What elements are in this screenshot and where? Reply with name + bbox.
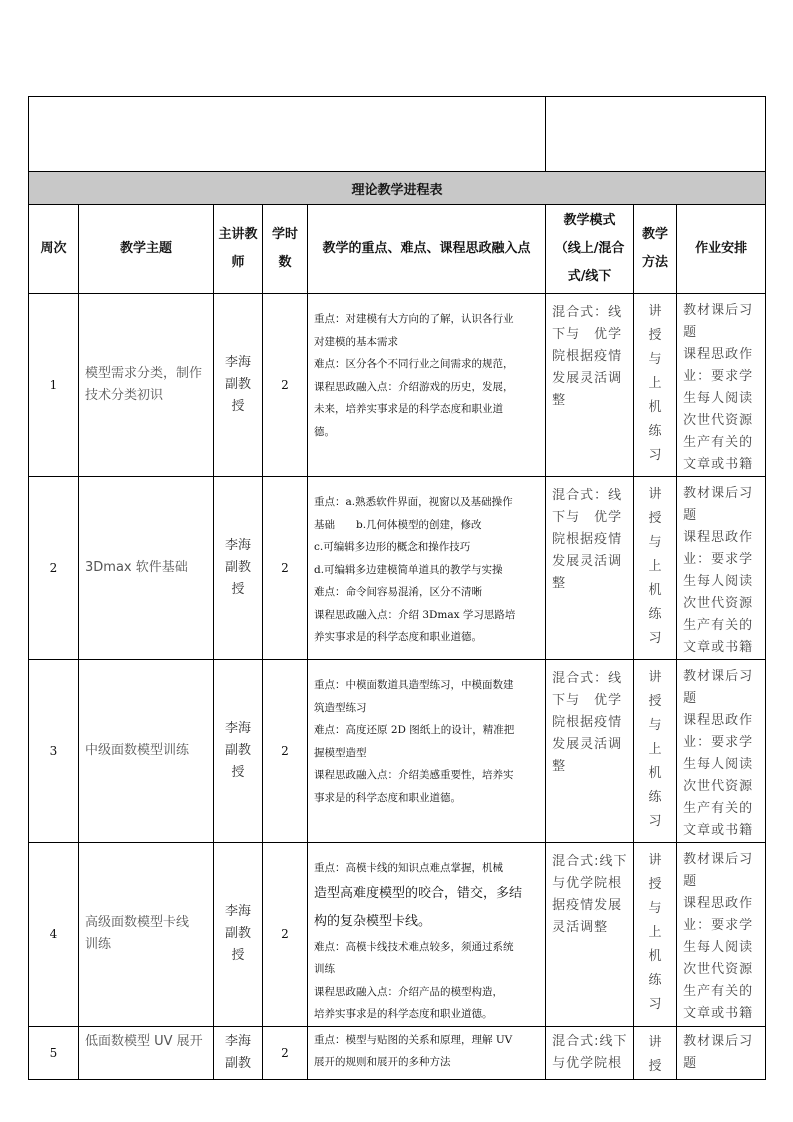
teacher-cell-line: 授 xyxy=(231,765,245,780)
table-title: 理论教学进程表 xyxy=(29,172,766,205)
content-cell-line: 造型高难度模型的咬合，错交，多结 xyxy=(314,885,523,901)
homework-cell-line: 文章或书籍 xyxy=(683,1006,754,1021)
homework-cell-line: 题 xyxy=(683,1055,698,1071)
teacher-cell xyxy=(214,477,263,660)
teacher-cell-line: 副教 xyxy=(224,1055,251,1071)
hours-cell: 2 xyxy=(263,843,308,1027)
content-cell-line: 课程思政融入点：介绍美感重要性，培养实 xyxy=(314,769,514,781)
method-cell-line: 习 xyxy=(648,814,662,829)
method-cell-line: 授 xyxy=(648,694,662,709)
method-cell-line: 上 xyxy=(648,925,662,940)
content-cell-line: 重点：中模面数道具造型练习，中模面数建 xyxy=(314,679,514,691)
topic-cell xyxy=(79,843,214,1027)
homework-cell-line: 教材课后习 xyxy=(683,852,754,867)
teacher-cell-line: 授 xyxy=(231,948,245,964)
homework-cell-line: 题 xyxy=(683,508,698,523)
week-cell: 4 xyxy=(29,843,79,1027)
blank-cell xyxy=(546,97,766,172)
method-cell-line: 授 xyxy=(648,328,662,343)
homework-cell-line: 课程思政作 xyxy=(683,347,754,362)
content-cell-line: 重点：高模卡线的知识点难点掌握，机械 xyxy=(314,862,503,874)
mode-cell-line: 据疫情发展 xyxy=(552,898,623,913)
week-cell: 5 xyxy=(29,1026,79,1079)
method-cell-line: 讲 xyxy=(648,853,662,868)
topic-cell-line: 技术分类初识 xyxy=(85,388,164,403)
content-cell-line: 养实事求是的科学态度和职业道德。 xyxy=(314,631,482,643)
mode-cell-line: 院根据疫情 xyxy=(552,532,623,547)
topic-cell xyxy=(79,294,214,477)
mode-cell-line: 发展灵活调 xyxy=(552,371,623,386)
homework-cell-line: 课程思政作 xyxy=(683,530,754,545)
header-teacher xyxy=(214,205,263,294)
mode-cell-line: 与优学院根 xyxy=(552,876,623,891)
mode-cell-line: 与优学院根 xyxy=(552,1055,623,1071)
mode-cell-line: 混合式:线下 xyxy=(552,1033,628,1049)
method-cell-line: 练 xyxy=(648,790,662,805)
mode-cell-line: 整 xyxy=(552,576,567,591)
header-line: 数 xyxy=(278,255,292,270)
homework-cell-line: 教材课后习 xyxy=(683,486,754,501)
homework-cell-line: 次世代资源 xyxy=(683,413,754,428)
topic-cell-line: 模型需求分类，制作 xyxy=(85,366,203,381)
content-cell-line: 难点：区分各个不同行业之间需求的规范， xyxy=(314,358,514,370)
content-cell xyxy=(308,294,546,477)
content-cell-line: 课程思政融入点：介绍游戏的历史，发展， xyxy=(314,380,514,393)
homework-cell-line: 生每人阅读 xyxy=(683,757,754,772)
teacher-cell-line: 副教 xyxy=(224,743,251,758)
method-cell xyxy=(634,660,677,843)
method-cell-line: 与 xyxy=(648,535,662,550)
teacher-cell-line: 李海 xyxy=(224,904,251,920)
mode-cell-line: 灵活调整 xyxy=(552,920,609,935)
mode-cell xyxy=(546,294,634,477)
method-cell-line: 讲 xyxy=(648,304,662,319)
homework-cell-line: 文章或书籍 xyxy=(683,640,754,655)
method-cell-line: 练 xyxy=(648,973,662,988)
method-cell-line: 与 xyxy=(648,352,662,367)
hours-cell: 2 xyxy=(263,477,308,660)
homework-cell-line: 生产有关的 xyxy=(683,618,754,633)
hours-cell: 2 xyxy=(263,660,308,843)
teacher-cell-line: 李海 xyxy=(224,355,251,370)
table-row xyxy=(29,843,766,1027)
method-cell-line: 上 xyxy=(648,742,662,757)
homework-cell-line: 业：要求学 xyxy=(683,369,754,384)
content-cell xyxy=(308,477,546,660)
topic-cell xyxy=(79,660,214,843)
mode-cell-line: 院根据疫情 xyxy=(552,715,623,730)
content-cell-line: 未来，培养实事求是的科学态度和职业道 xyxy=(314,403,503,415)
homework-cell-line: 文章或书籍 xyxy=(683,457,754,472)
teacher-cell-line: 李海 xyxy=(224,1033,251,1049)
mode-cell-line: 混合式：线 xyxy=(552,488,623,503)
topic-cell-line: 高级面数模型卡线 xyxy=(85,915,190,931)
homework-cell-line: 文章或书籍 xyxy=(683,823,754,838)
method-cell-line: 练 xyxy=(648,607,662,622)
topic-cell-line: 低面数模型 UV 展开 xyxy=(85,1033,203,1049)
method-cell-line: 习 xyxy=(648,448,662,463)
method-cell-line: 讲 xyxy=(648,670,662,685)
content-cell-line: d.可编辑多边建模简单道具的教学与实操 xyxy=(314,563,503,576)
homework-cell-line: 教材课后习 xyxy=(683,669,754,684)
mode-cell-line: 混合式：线 xyxy=(552,305,623,320)
content-cell-line: 德。 xyxy=(314,425,335,438)
homework-cell-line: 题 xyxy=(683,325,698,340)
homework-cell-line: 生产有关的 xyxy=(683,801,754,816)
header-row xyxy=(29,205,766,294)
teacher-cell-line: 李海 xyxy=(224,538,251,553)
homework-cell-line: 生产有关的 xyxy=(683,435,754,450)
method-cell xyxy=(634,477,677,660)
method-cell-line: 与 xyxy=(648,718,662,733)
homework-cell-line: 次世代资源 xyxy=(683,596,754,611)
homework-cell-line: 业：要求学 xyxy=(683,735,754,750)
mode-cell xyxy=(546,843,634,1027)
content-cell-line: 课程思政融入点：介绍 3Dmax 学习思路培 xyxy=(314,608,516,621)
content-cell-line: 事求是的科学态度和职业道德。 xyxy=(314,791,461,804)
header-content: 教学的重点、难点、课程思政融入点 xyxy=(308,205,546,294)
blank-row xyxy=(29,97,766,172)
method-cell-line: 机 xyxy=(648,766,662,781)
table-row xyxy=(29,1026,766,1079)
mode-cell-line: 整 xyxy=(552,393,567,408)
content-cell-line: 基础 b.几何体模型的创建，修改 xyxy=(314,518,482,531)
teacher-cell xyxy=(214,294,263,477)
week-cell: 2 xyxy=(29,477,79,660)
teacher-cell xyxy=(214,1026,263,1079)
homework-cell xyxy=(677,1026,766,1079)
header-line: 式/线下 xyxy=(567,269,612,284)
homework-cell-line: 题 xyxy=(683,874,698,889)
method-cell-line: 习 xyxy=(648,631,662,646)
header-line: （线上/混合 xyxy=(554,241,625,256)
mode-cell-line: 下与 优学 xyxy=(552,693,623,708)
method-cell-line: 练 xyxy=(648,424,662,439)
content-cell-line: 重点：对建模有大方向的了解，认识各行业 xyxy=(314,313,514,325)
table-row xyxy=(29,660,766,843)
method-cell-line: 讲 xyxy=(648,1034,662,1050)
content-cell-line: 筑造型练习 xyxy=(314,701,367,714)
teacher-cell-line: 副教 xyxy=(224,560,251,575)
homework-cell-line: 次世代资源 xyxy=(683,779,754,794)
header-line: 师 xyxy=(231,255,245,270)
homework-cell-line: 业：要求学 xyxy=(683,552,754,567)
mode-cell xyxy=(546,660,634,843)
mode-cell-line: 混合式：线 xyxy=(552,671,623,686)
method-cell-line: 上 xyxy=(648,376,662,391)
header-line: 主讲教 xyxy=(218,227,258,242)
header-line: 方法 xyxy=(642,255,669,270)
week-cell: 3 xyxy=(29,660,79,843)
header-line: 学时 xyxy=(271,227,298,242)
homework-cell-line: 生产有关的 xyxy=(683,984,754,999)
content-cell-line: 培养实事求是的科学态度和职业道德。 xyxy=(314,1008,493,1020)
mode-cell-line: 下与 优学 xyxy=(552,327,623,342)
method-cell xyxy=(634,1026,677,1079)
topic-cell-line: 中级面数模型训练 xyxy=(85,743,190,758)
content-cell xyxy=(308,1026,546,1079)
homework-cell-line: 生每人阅读 xyxy=(683,940,754,955)
content-cell-line: 重点：模型与贴图的关系和原理，理解 UV xyxy=(314,1033,513,1046)
homework-cell-line: 课程思政作 xyxy=(683,713,754,728)
homework-cell xyxy=(677,294,766,477)
teacher-cell xyxy=(214,660,263,843)
header-homework: 作业安排 xyxy=(677,205,766,294)
header-hours xyxy=(263,205,308,294)
content-cell-line: 展开的规则和展开的多种方法 xyxy=(314,1056,451,1068)
teacher-cell-line: 副教 xyxy=(224,377,251,392)
mode-cell-line: 整 xyxy=(552,759,567,774)
homework-cell-line: 生每人阅读 xyxy=(683,391,754,406)
method-cell-line: 机 xyxy=(648,583,662,598)
header-topic: 教学主题 xyxy=(79,205,214,294)
homework-cell xyxy=(677,843,766,1027)
homework-cell-line: 生每人阅读 xyxy=(683,574,754,589)
mode-cell-line: 发展灵活调 xyxy=(552,737,623,752)
header-mode xyxy=(546,205,634,294)
topic-cell-line: 训练 xyxy=(85,937,112,953)
homework-cell xyxy=(677,660,766,843)
method-cell-line: 讲 xyxy=(648,487,662,502)
homework-cell xyxy=(677,477,766,660)
teacher-cell-line: 授 xyxy=(231,582,245,597)
mode-cell xyxy=(546,477,634,660)
method-cell xyxy=(634,294,677,477)
method-cell-line: 上 xyxy=(648,559,662,574)
header-line: 教学 xyxy=(642,227,669,242)
method-cell-line: 授 xyxy=(648,1058,662,1074)
hours-cell: 2 xyxy=(263,294,308,477)
teaching-schedule-table xyxy=(28,96,766,1080)
teacher-cell-line: 授 xyxy=(231,399,245,414)
content-cell-line: 难点：高度还原 2D 图纸上的设计，精准把 xyxy=(314,724,515,736)
mode-cell-line: 下与 优学 xyxy=(552,510,623,525)
header-method xyxy=(634,205,677,294)
topic-cell xyxy=(79,477,214,660)
homework-cell-line: 教材课后习 xyxy=(683,1033,754,1049)
homework-cell-line: 教材课后习 xyxy=(683,303,754,318)
content-cell xyxy=(308,843,546,1027)
method-cell-line: 习 xyxy=(648,997,662,1012)
homework-cell-line: 课程思政作 xyxy=(683,896,754,911)
method-cell-line: 授 xyxy=(648,877,662,892)
week-cell: 1 xyxy=(29,294,79,477)
topic-cell xyxy=(79,1026,214,1079)
blank-cell xyxy=(29,97,546,172)
content-cell-line: 构的复杂模型卡线。 xyxy=(314,913,432,929)
header-line: 教学模式 xyxy=(563,213,616,228)
method-cell xyxy=(634,843,677,1027)
content-cell xyxy=(308,660,546,843)
hours-cell: 2 xyxy=(263,1026,308,1079)
topic-cell-line: 3Dmax 软件基础 xyxy=(85,560,188,575)
content-cell-line: 对建模的基本需求 xyxy=(314,335,398,348)
teacher-cell-line: 李海 xyxy=(224,721,251,736)
content-cell-line: 重点：a.熟悉软件界面，视窗以及基础操作 xyxy=(314,496,513,508)
content-cell-line: 难点：高模卡线技术难点较多，须通过系统 xyxy=(314,940,514,953)
teacher-cell-line: 副教 xyxy=(224,926,251,942)
content-cell-line: 难点：命令间容易混淆，区分不清晰 xyxy=(314,586,482,598)
table-row xyxy=(29,294,766,477)
header-week: 周次 xyxy=(29,205,79,294)
content-cell-line: 训练 xyxy=(314,963,335,975)
method-cell-line: 与 xyxy=(648,901,662,916)
mode-cell-line: 发展灵活调 xyxy=(552,554,623,569)
homework-cell-line: 题 xyxy=(683,691,698,706)
table-row xyxy=(29,477,766,660)
mode-cell-line: 混合式:线下 xyxy=(552,854,628,869)
teacher-cell xyxy=(214,843,263,1027)
method-cell-line: 机 xyxy=(648,400,662,415)
homework-cell-line: 业：要求学 xyxy=(683,918,754,933)
content-cell-line: c.可编辑多边形的概念和操作技巧 xyxy=(314,541,471,553)
homework-cell-line: 次世代资源 xyxy=(683,962,754,977)
mode-cell-line: 院根据疫情 xyxy=(552,349,623,364)
method-cell-line: 授 xyxy=(648,511,662,526)
content-cell-line: 握模型造型 xyxy=(314,746,367,759)
method-cell-line: 机 xyxy=(648,949,662,964)
content-cell-line: 课程思政融入点：介绍产品的模型构造， xyxy=(314,985,503,998)
mode-cell xyxy=(546,1026,634,1079)
